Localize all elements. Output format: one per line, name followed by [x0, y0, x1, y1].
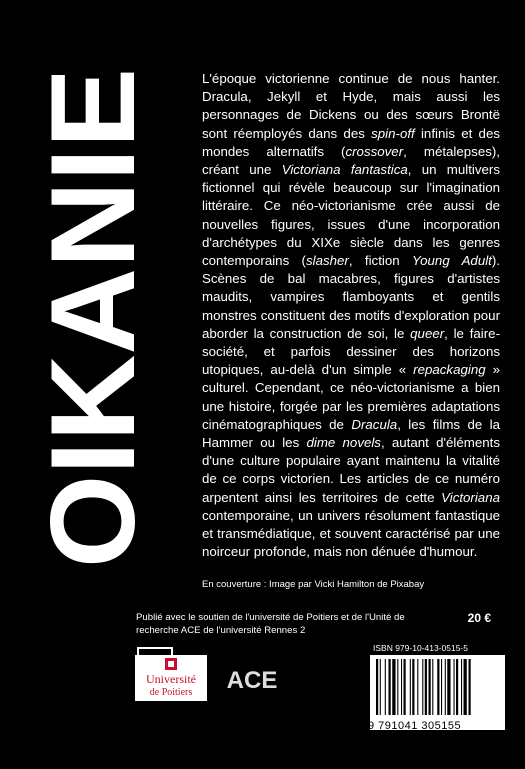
ace-logo-text: ACE	[226, 667, 278, 694]
barcode-bars	[370, 655, 505, 717]
barcode-bar	[447, 659, 450, 715]
barcode-bar	[432, 659, 433, 715]
barcode-bar	[380, 659, 381, 715]
back-cover-blurb	[202, 70, 500, 561]
barcode-bar	[404, 659, 406, 715]
blurb-text-run: , les films de la Hammer ou les	[202, 416, 501, 451]
poitiers-crest-icon	[135, 655, 207, 701]
isbn-label: ISBN 979-10-413-0515-5	[373, 643, 468, 653]
blurb-italic-term: crossover	[345, 143, 404, 159]
blurb-text-run: , métalepses), créant une	[202, 143, 500, 178]
barcode-bar	[437, 659, 439, 715]
barcode-bar	[392, 659, 395, 715]
blurb-text-run: , le faire-société, et parfois dessiner des horizons utopiques, au-delà d'un simple «	[202, 325, 500, 378]
journal-title-vertical	[22, 58, 172, 578]
poitiers-line2: de Poitiers	[149, 687, 193, 698]
journal-title-text: OIKANIE	[26, 67, 160, 568]
barcode-bar	[441, 659, 442, 715]
blurb-italic-term: spin-off	[371, 125, 415, 141]
barcode	[370, 655, 505, 730]
ace-logo	[222, 666, 282, 694]
barcode-bar	[422, 659, 423, 715]
barcode-bar	[456, 659, 458, 715]
barcode-bar	[469, 659, 471, 715]
blurb-italic-term: queer	[410, 325, 445, 341]
barcode-bar	[410, 659, 411, 715]
blurb-italic-term: repackaging	[413, 362, 486, 378]
barcode-bar	[401, 659, 402, 715]
barcode-bar	[445, 659, 446, 715]
blurb-text-run: , fiction	[348, 253, 412, 269]
barcode-bar	[376, 659, 378, 715]
universite-poitiers-logo	[135, 655, 207, 701]
barcode-bar	[412, 659, 414, 715]
blurb-italic-term: slasher	[306, 253, 349, 269]
barcode-bar	[454, 659, 455, 715]
blurb-text-run: L'époque victorienne continue de nous hanter. Dracula, Jekyll et Hyde, mais aussi les personnages de Dickens ou des sœurs Brontë sont réemployés dans des	[202, 71, 500, 141]
poitiers-line1: Université	[146, 672, 196, 686]
blurb-text-run: infinis et des mondes alternatifs (	[202, 125, 500, 159]
barcode-bar	[417, 659, 418, 715]
blurb-italic-term: dime novels	[306, 435, 381, 451]
blurb-text-run: » culturel. Cependant, ce néo-victorianisme a bien une histoire, forgée par les premières adaptations cinématographiques de	[202, 362, 501, 432]
blurb-text-run: , un multivers fictionnel qui révèle beaucoup sur l'imagination littéraire. Ce néo-victorianisme crée aussi de nouvelles figures, issues d'une incorporation d'archétypes du XIXe siècle dans les genres contemporains (	[202, 162, 500, 269]
barcode-bar	[389, 659, 391, 715]
blurb-text-run: contemporaine, un univers résolument fantastique et transmédiatique, et souvent caractérisé par une noirceur profonde, mais non dénuée d'humour.	[202, 507, 500, 560]
blurb-italic-term: Victoriana fantastica	[281, 162, 408, 178]
barcode-bar	[425, 659, 427, 715]
blurb-italic-term: Victoriana	[441, 489, 500, 505]
barcode-bar	[429, 659, 431, 715]
barcode-bar	[461, 659, 462, 715]
blurb-italic-term: Young Adult	[412, 253, 492, 269]
support-statement: Publié avec le soutien de l'université de Poitiers et de l'Unité de recherche ACE de l'université Rennes 2	[136, 612, 405, 636]
cover-image-credit: En couverture : Image par Vicki Hamilton de Pixabay	[202, 579, 425, 590]
blurb-text-run: , autant d'éléments d'une culture populaire ayant maintenu la vitalité de ce corps victorien. Les articles de ce numéro arpentent ainsi les territoires de cette	[202, 435, 500, 505]
price-label: 20 €	[467, 611, 491, 625]
barcode-digits: 9 791041 305155	[368, 720, 462, 732]
blurb-paragraph	[202, 70, 500, 561]
blurb-text-run: ). Scènes de bal macabres, figures d'artistes maudits, vampires flamboyants et gentils monstres constituent des motifs d'exploration pour aborder la construction de soi, le	[202, 253, 500, 341]
blurb-italic-term: Dracula	[351, 416, 398, 432]
barcode-bar	[385, 659, 386, 715]
barcode-bar	[464, 659, 467, 715]
barcode-bar	[397, 659, 398, 715]
